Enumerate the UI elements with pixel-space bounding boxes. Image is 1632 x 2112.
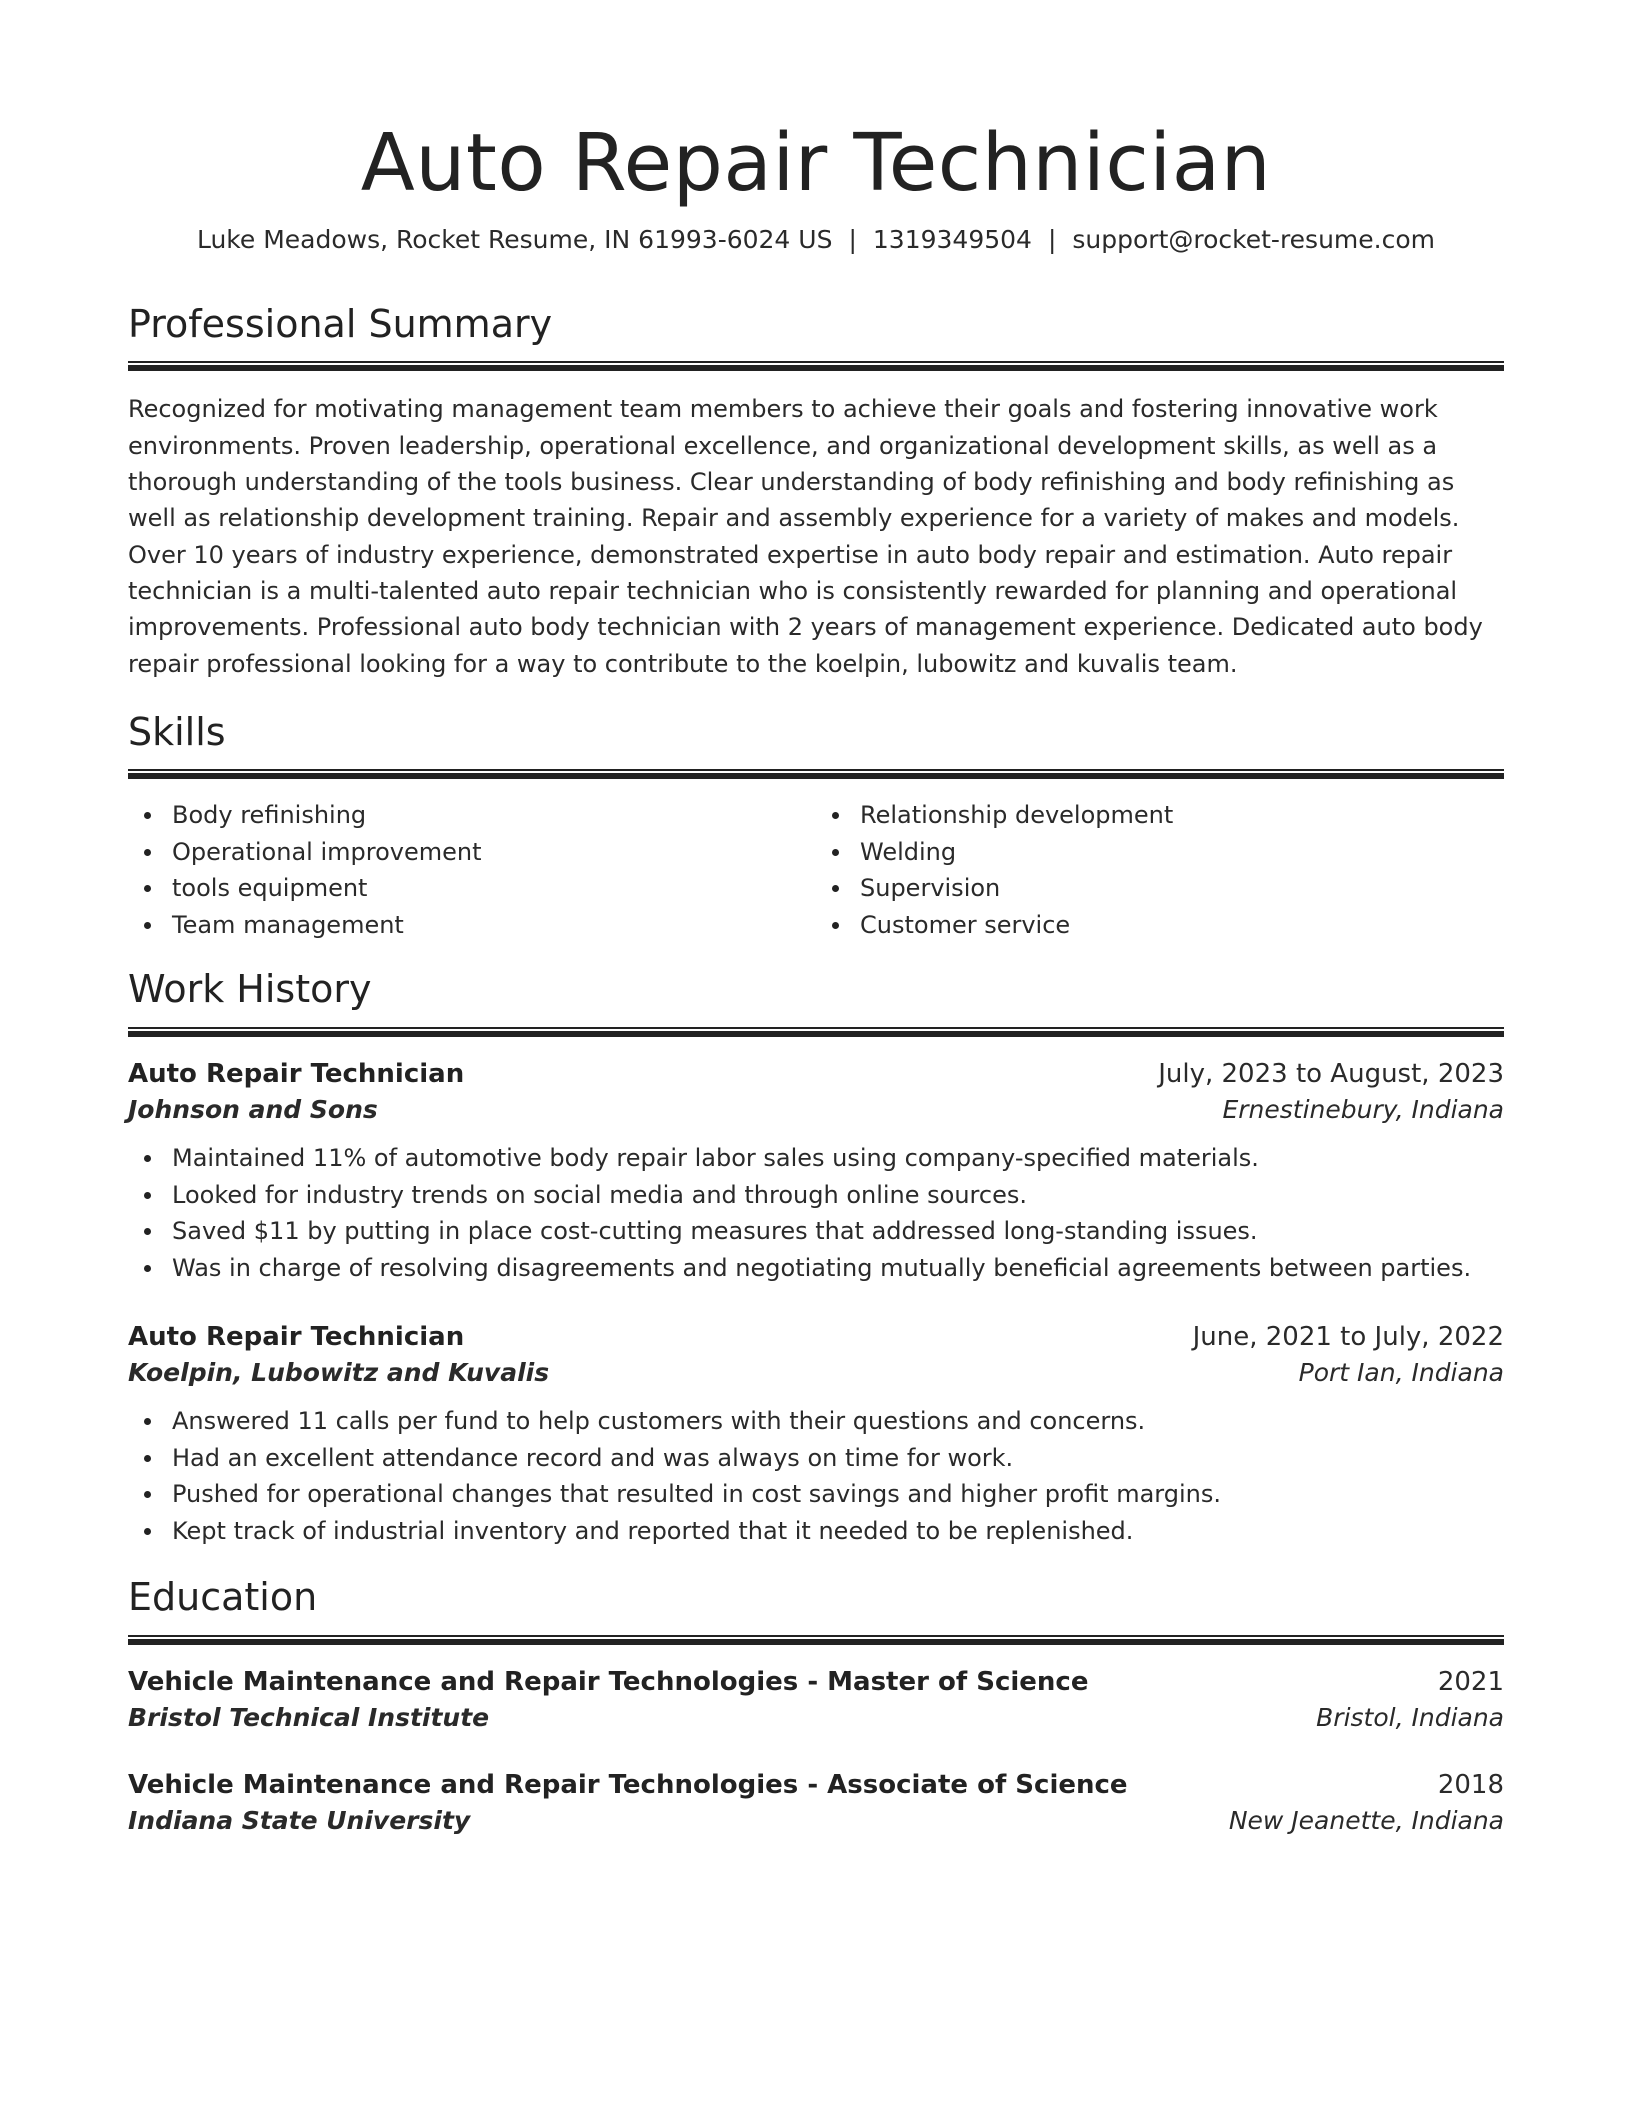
- contact-separator: |: [1047, 224, 1057, 254]
- education-entry: [128, 1770, 1504, 1835]
- job-title: Auto Repair Technician: [128, 1059, 465, 1089]
- skill-item: Welding: [816, 834, 1504, 871]
- work-history-heading: Work History: [128, 967, 372, 1012]
- skills-column-right: [816, 797, 1504, 943]
- skill-item: Team management: [128, 907, 816, 944]
- education-school: Indiana State University: [128, 1805, 471, 1835]
- resume-title: Auto Repair Technician: [360, 117, 1272, 209]
- education-degree: Vehicle Maintenance and Repair Technologies - Master of Science: [128, 1666, 1089, 1697]
- education-year: 2018: [1437, 1769, 1504, 1800]
- skills-section: [128, 710, 1504, 944]
- job-bullet: Maintained 11% of automotive body repair labor sales using company-specified materials.: [128, 1140, 1504, 1177]
- education-heading: Education: [128, 1575, 318, 1619]
- job-entry: [128, 1322, 1504, 1549]
- job-dates: June, 2021 to July, 2022: [1192, 1322, 1504, 1352]
- skills-column-left: [128, 797, 816, 943]
- skill-item: Relationship development: [816, 797, 1504, 834]
- education-degree: Vehicle Maintenance and Repair Technologies - Associate of Science: [128, 1769, 1128, 1800]
- skill-item: Body refinishing: [128, 797, 816, 834]
- skills-heading: Skills: [128, 709, 226, 754]
- skill-item: Customer service: [816, 907, 1504, 944]
- contact-separator: |: [848, 224, 857, 254]
- job-bullet: Had an excellent attendance record and was always on time for work.: [128, 1440, 1504, 1477]
- section-divider: [128, 361, 1504, 371]
- job-bullet: Saved $11 by putting in place cost-cutting measures that addressed long-standing issues.: [128, 1213, 1504, 1250]
- job-bullet: Kept track of industrial inventory and reported that it needed to be replenished.: [128, 1513, 1504, 1550]
- job-company: Koelpin, Lubowitz and Kuvalis: [128, 1358, 550, 1387]
- job-entry: [128, 1059, 1504, 1286]
- summary-heading: Professional Summary: [128, 301, 553, 346]
- contact-line: [128, 225, 1504, 254]
- education-entry: [128, 1667, 1504, 1732]
- job-bullet: Was in charge of resolving disagreements and negotiating mutually beneficial agreements between parties.: [128, 1250, 1504, 1287]
- job-location: Port Ian, Indiana: [1298, 1358, 1504, 1387]
- job-dates: July, 2023 to August, 2023: [1158, 1059, 1504, 1089]
- summary-section: [128, 302, 1504, 682]
- education-location: New Jeanette, Indiana: [1228, 1805, 1504, 1835]
- job-bullet: Answered 11 calls per fund to help customers with their questions and concerns.: [128, 1403, 1504, 1440]
- education-year: 2021: [1437, 1666, 1504, 1697]
- summary-text: Recognized for motivating management team members to achieve their goals and fostering innovative work environments. Proven leadership, operational excellence, and organizational development skills, as well as a thorough understanding of the tools business. Clear understanding of body refinishing and body refinishing as well as relationship development training. Repair and assembly experience for a variety of makes and models. Over 10 years of industry experience, demonstrated expertise in auto body repair and estimation. Auto repair technician is a multi-talented auto repair technician who is consistently rewarded for planning and operational improvements. Professional auto body technician with 2 years of management experience. Dedicated auto body repair professional looking for a way to contribute to the koelpin, lubowitz and kuvalis team.: [128, 395, 1483, 678]
- contact-email: support@rocket-resume.com: [1072, 224, 1436, 254]
- education-section: [128, 1575, 1504, 1835]
- job-title: Auto Repair Technician: [128, 1322, 465, 1352]
- job-location: Ernestinebury, Indiana: [1222, 1095, 1504, 1124]
- section-divider: [128, 769, 1504, 779]
- contact-phone: 1319349504: [872, 224, 1032, 254]
- skills-grid: [128, 797, 1504, 943]
- section-divider: [128, 1027, 1504, 1037]
- job-bullet: Pushed for operational changes that resulted in cost savings and higher profit margins.: [128, 1476, 1504, 1513]
- job-bullet: Looked for industry trends on social media and through online sources.: [128, 1177, 1504, 1214]
- education-location: Bristol, Indiana: [1316, 1702, 1504, 1732]
- contact-address: Luke Meadows, Rocket Resume, IN 61993-6024 US: [196, 224, 833, 254]
- skill-item: Operational improvement: [128, 834, 816, 871]
- education-school: Bristol Technical Institute: [128, 1702, 490, 1732]
- skill-item: Supervision: [816, 870, 1504, 907]
- job-company: Johnson and Sons: [128, 1095, 378, 1124]
- section-divider: [128, 1635, 1504, 1645]
- skill-item: tools equipment: [128, 870, 816, 907]
- resume-page: [0, 118, 1632, 2112]
- work-history-section: [128, 967, 1504, 1549]
